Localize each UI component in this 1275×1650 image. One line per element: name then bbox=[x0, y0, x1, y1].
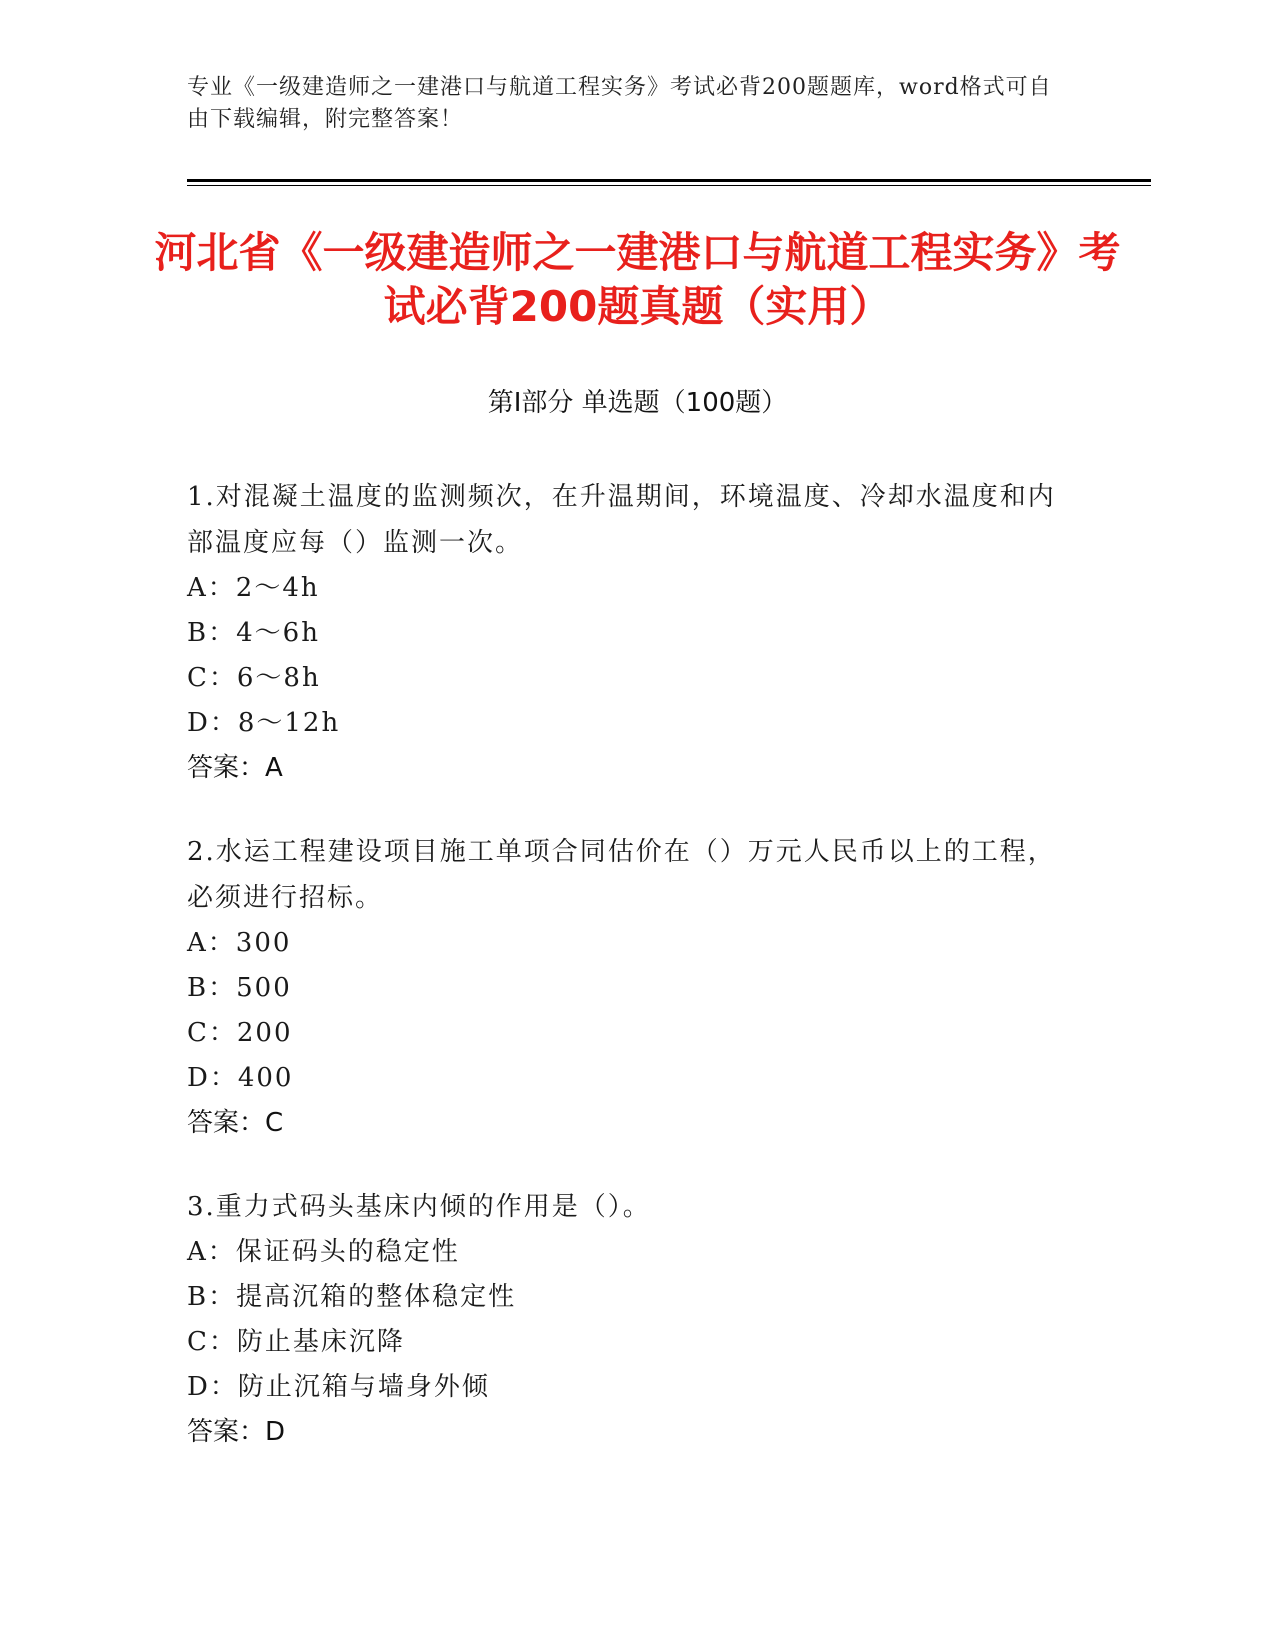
question-stem: 1.对混凝土温度的监测频次，在升温期间，环境温度、冷却水温度和内部温度应每（）监测一次。 bbox=[187, 482, 1056, 558]
option-d: D：400 bbox=[187, 1063, 294, 1093]
question-stem: 2.水运工程建设项目施工单项合同估价在（）万元人民币以上的工程，必须进行招标。 bbox=[187, 837, 1056, 913]
option-a: A：2～4h bbox=[187, 573, 320, 603]
question-1 bbox=[187, 474, 1067, 791]
option-d: D：8～12h bbox=[187, 708, 341, 738]
question-2 bbox=[187, 829, 1067, 1146]
option-c: C：6～8h bbox=[187, 663, 321, 693]
option-b: B：提高沉箱的整体稳定性 bbox=[187, 1282, 517, 1312]
document-title: 河北省《一级建造师之一建港口与航道工程实务》考试必背200题真题（实用） bbox=[154, 228, 1121, 331]
section-heading: 第Ⅰ部分 单选题（100题） bbox=[487, 388, 788, 418]
option-c: C：防止基床沉降 bbox=[187, 1327, 405, 1357]
answer-label: 答案：D bbox=[187, 1417, 286, 1447]
question-list bbox=[187, 474, 1067, 1493]
header-divider-thick bbox=[187, 179, 1151, 182]
option-a: A：保证码头的稳定性 bbox=[187, 1237, 460, 1267]
option-d: D：防止沉箱与墙身外倾 bbox=[187, 1372, 490, 1402]
option-c: C：200 bbox=[187, 1018, 293, 1048]
question-3 bbox=[187, 1184, 1067, 1455]
question-stem: 3.重力式码头基床内倾的作用是（）。 bbox=[187, 1192, 651, 1222]
option-b: B：4～6h bbox=[187, 618, 320, 648]
header-note: 专业《一级建造师之一建港口与航道工程实务》考试必背200题题库，word格式可自由下载编辑，附完整答案！ bbox=[187, 75, 1052, 132]
option-a: A：300 bbox=[187, 928, 292, 958]
answer-label: 答案：A bbox=[187, 753, 283, 783]
option-b: B：500 bbox=[187, 973, 292, 1003]
answer-label: 答案：C bbox=[187, 1108, 284, 1138]
header-divider-thin bbox=[187, 185, 1151, 186]
